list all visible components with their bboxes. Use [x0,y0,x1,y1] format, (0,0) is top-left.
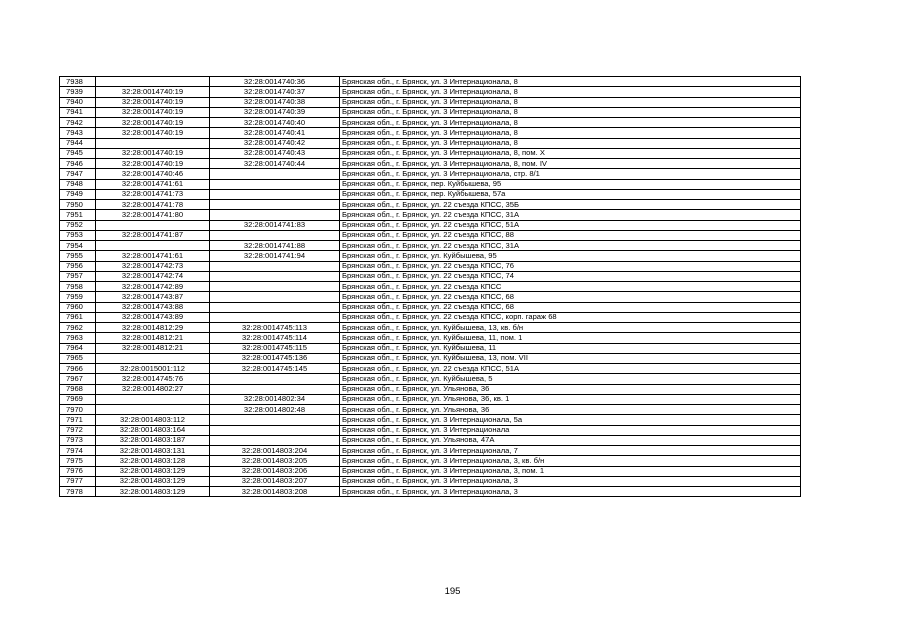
address-cell: Брянская обл., г. Брянск, ул. Ульянова, 36, кв. 1 [340,394,801,404]
address-cell: Брянская обл., г. Брянск, ул. Куйбышева, 95 [340,251,801,261]
row-number-cell: 7958 [60,282,96,292]
address-cell: Брянская обл., г. Брянск, ул. 3 Интернационала, 8, пом. IV [340,159,801,169]
table-row [60,302,801,312]
row-number-cell: 7947 [60,169,96,179]
object-cadastral-number-cell: 32:28:0014740:40 [210,118,340,128]
cadastral-number-cell [96,77,210,87]
cadastral-number-cell: 32:28:0014740:19 [96,159,210,169]
cadastral-number-cell: 32:28:0014745:76 [96,374,210,384]
cadastral-number-cell: 32:28:0014742:89 [96,282,210,292]
row-number-cell: 7960 [60,302,96,312]
row-number-cell: 7951 [60,210,96,220]
cadastral-number-cell: 32:28:0014740:46 [96,169,210,179]
address-cell: Брянская обл., г. Брянск, ул. Куйбышева, 5 [340,374,801,384]
address-cell: Брянская обл., г. Брянск, ул. 22 съезда КПСС, 31А [340,210,801,220]
cadastral-number-cell: 32:28:0014803:129 [96,466,210,476]
row-number-cell: 7952 [60,220,96,230]
table-row [60,323,801,333]
object-cadastral-number-cell: 32:28:0014803:205 [210,456,340,466]
table-row [60,425,801,435]
cadastral-number-cell: 32:28:0014741:80 [96,210,210,220]
address-cell: Брянская обл., г. Брянск, ул. 3 Интернационала, 8, пом. X [340,148,801,158]
row-number-cell: 7959 [60,292,96,302]
row-number-cell: 7940 [60,97,96,107]
address-cell: Брянская обл., г. Брянск, ул. Ульянова, 47А [340,435,801,445]
object-cadastral-number-cell [210,230,340,240]
table-row [60,466,801,476]
row-number-cell: 7975 [60,456,96,466]
table-row [60,282,801,292]
object-cadastral-number-cell [210,282,340,292]
row-number-cell: 7970 [60,405,96,415]
cadastral-number-cell: 32:28:0014803:129 [96,476,210,486]
object-cadastral-number-cell: 32:28:0014741:88 [210,241,340,251]
object-cadastral-number-cell: 32:28:0014740:43 [210,148,340,158]
row-number-cell: 7948 [60,179,96,189]
table-row [60,353,801,363]
address-cell: Брянская обл., г. Брянск, ул. Куйбышева, 13, кв. б/н [340,323,801,333]
object-cadastral-number-cell: 32:28:0014803:206 [210,466,340,476]
table-row [60,77,801,87]
table-row [60,159,801,169]
object-cadastral-number-cell [210,435,340,445]
object-cadastral-number-cell: 32:28:0014741:94 [210,251,340,261]
object-cadastral-number-cell: 32:28:0014740:39 [210,107,340,117]
cadastral-number-cell [96,241,210,251]
row-number-cell: 7950 [60,200,96,210]
cadastral-number-cell [96,353,210,363]
row-number-cell: 7956 [60,261,96,271]
cadastral-number-cell: 32:28:0014740:19 [96,97,210,107]
row-number-cell: 7954 [60,241,96,251]
object-cadastral-number-cell [210,210,340,220]
row-number-cell: 7961 [60,312,96,322]
table-row [60,364,801,374]
table-row [60,200,801,210]
row-number-cell: 7941 [60,107,96,117]
table-row [60,87,801,97]
address-cell: Брянская обл., г. Брянск, ул. 3 Интернационала, 3 [340,476,801,486]
object-cadastral-number-cell: 32:28:0014745:145 [210,364,340,374]
row-number-cell: 7949 [60,189,96,199]
table-row [60,446,801,456]
table-row [60,394,801,404]
registry-table-body [60,77,801,497]
table-row [60,312,801,322]
object-cadastral-number-cell [210,189,340,199]
cadastral-number-cell: 32:28:0014741:61 [96,251,210,261]
table-row [60,343,801,353]
cadastral-number-cell [96,220,210,230]
address-cell: Брянская обл., г. Брянск, ул. 22 съезда КПСС, 74 [340,271,801,281]
address-cell: Брянская обл., г. Брянск, ул. 22 съезда КПСС, 88 [340,230,801,240]
address-cell: Брянская обл., г. Брянск, ул. 3 Интернационала, 8 [340,87,801,97]
object-cadastral-number-cell: 32:28:0014740:36 [210,77,340,87]
object-cadastral-number-cell [210,425,340,435]
address-cell: Брянская обл., г. Брянск, пер. Куйбышева, 95 [340,179,801,189]
object-cadastral-number-cell [210,169,340,179]
cadastral-number-cell: 32:28:0014740:19 [96,87,210,97]
object-cadastral-number-cell: 32:28:0014802:34 [210,394,340,404]
object-cadastral-number-cell [210,271,340,281]
address-cell: Брянская обл., г. Брянск, ул. Куйбышева, 13, пом. VII [340,353,801,363]
cadastral-number-cell: 32:28:0014740:19 [96,118,210,128]
cadastral-number-cell: 32:28:0014740:19 [96,107,210,117]
row-number-cell: 7971 [60,415,96,425]
object-cadastral-number-cell: 32:28:0014745:136 [210,353,340,363]
table-row [60,261,801,271]
row-number-cell: 7955 [60,251,96,261]
cadastral-number-cell: 32:28:0014742:73 [96,261,210,271]
address-cell: Брянская обл., г. Брянск, ул. 22 съезда КПСС, 35Б [340,200,801,210]
row-number-cell: 7969 [60,394,96,404]
object-cadastral-number-cell: 32:28:0014741:83 [210,220,340,230]
object-cadastral-number-cell: 32:28:0014740:42 [210,138,340,148]
object-cadastral-number-cell: 32:28:0014740:37 [210,87,340,97]
object-cadastral-number-cell [210,292,340,302]
object-cadastral-number-cell [210,384,340,394]
cadastral-number-cell: 32:28:0014803:131 [96,446,210,456]
object-cadastral-number-cell [210,312,340,322]
table-row [60,210,801,220]
address-cell: Брянская обл., г. Брянск, ул. 3 Интернационала, 3, кв. б/н [340,456,801,466]
address-cell: Брянская обл., г. Брянск, ул. 3 Интернационала, 8 [340,118,801,128]
object-cadastral-number-cell: 32:28:0014740:44 [210,159,340,169]
page-number: 195 [444,586,461,597]
table-row [60,220,801,230]
registry-table [59,76,801,497]
row-number-cell: 7977 [60,476,96,486]
object-cadastral-number-cell [210,415,340,425]
row-number-cell: 7939 [60,87,96,97]
table-row [60,230,801,240]
object-cadastral-number-cell: 32:28:0014803:207 [210,476,340,486]
address-cell: Брянская обл., г. Брянск, ул. Куйбышева, 11 [340,343,801,353]
object-cadastral-number-cell [210,261,340,271]
cadastral-number-cell: 32:28:0014803:187 [96,435,210,445]
cadastral-number-cell: 32:28:0014803:128 [96,456,210,466]
table-row [60,251,801,261]
object-cadastral-number-cell [210,179,340,189]
table-row [60,384,801,394]
address-cell: Брянская обл., г. Брянск, ул. 3 Интернационала [340,425,801,435]
table-row [60,487,801,497]
row-number-cell: 7944 [60,138,96,148]
cadastral-number-cell: 32:28:0014740:19 [96,128,210,138]
row-number-cell: 7957 [60,271,96,281]
cadastral-number-cell: 32:28:0014742:74 [96,271,210,281]
cadastral-number-cell: 32:28:0014803:129 [96,487,210,497]
object-cadastral-number-cell [210,200,340,210]
row-number-cell: 7962 [60,323,96,333]
cadastral-number-cell: 32:28:0014741:87 [96,230,210,240]
cadastral-number-cell [96,394,210,404]
cadastral-number-cell: 32:28:0014812:29 [96,323,210,333]
address-cell: Брянская обл., г. Брянск, ул. 22 съезда КПСС, 51А [340,220,801,230]
cadastral-number-cell: 32:28:0014812:21 [96,343,210,353]
table-row [60,405,801,415]
cadastral-number-cell: 32:28:0014743:87 [96,292,210,302]
row-number-cell: 7967 [60,374,96,384]
address-cell: Брянская обл., г. Брянск, ул. 3 Интернационала, 8 [340,77,801,87]
cadastral-number-cell: 32:28:0014741:61 [96,179,210,189]
row-number-cell: 7943 [60,128,96,138]
object-cadastral-number-cell [210,374,340,384]
cadastral-number-cell: 32:28:0014803:164 [96,425,210,435]
table-row [60,107,801,117]
row-number-cell: 7976 [60,466,96,476]
object-cadastral-number-cell: 32:28:0014740:41 [210,128,340,138]
row-number-cell: 7963 [60,333,96,343]
row-number-cell: 7968 [60,384,96,394]
address-cell: Брянская обл., г. Брянск, ул. Ульянова, 36 [340,405,801,415]
table-row [60,271,801,281]
address-cell: Брянская обл., г. Брянск, пер. Куйбышева, 57а [340,189,801,199]
row-number-cell: 7974 [60,446,96,456]
object-cadastral-number-cell: 32:28:0014803:204 [210,446,340,456]
object-cadastral-number-cell: 32:28:0014802:48 [210,405,340,415]
address-cell: Брянская обл., г. Брянск, ул. 22 съезда КПСС, 68 [340,302,801,312]
table-row [60,169,801,179]
address-cell: Брянская обл., г. Брянск, ул. 22 съезда КПСС, 51А [340,364,801,374]
row-number-cell: 7978 [60,487,96,497]
cadastral-number-cell: 32:28:0014741:78 [96,200,210,210]
object-cadastral-number-cell: 32:28:0014803:208 [210,487,340,497]
address-cell: Брянская обл., г. Брянск, ул. 22 съезда КПСС, корп. гараж 68 [340,312,801,322]
table-row [60,456,801,466]
row-number-cell: 7942 [60,118,96,128]
cadastral-number-cell: 32:28:0014803:112 [96,415,210,425]
cadastral-number-cell: 32:28:0014741:73 [96,189,210,199]
cadastral-number-cell: 32:28:0015001:112 [96,364,210,374]
object-cadastral-number-cell: 32:28:0014740:38 [210,97,340,107]
cadastral-number-cell: 32:28:0014802:27 [96,384,210,394]
cadastral-number-cell: 32:28:0014740:19 [96,148,210,158]
row-number-cell: 7966 [60,364,96,374]
cadastral-number-cell [96,405,210,415]
cadastral-number-cell: 32:28:0014812:21 [96,333,210,343]
row-number-cell: 7953 [60,230,96,240]
table-row [60,97,801,107]
table-row [60,333,801,343]
row-number-cell: 7973 [60,435,96,445]
object-cadastral-number-cell: 32:28:0014745:113 [210,323,340,333]
row-number-cell: 7946 [60,159,96,169]
object-cadastral-number-cell: 32:28:0014745:114 [210,333,340,343]
table-row [60,292,801,302]
address-cell: Брянская обл., г. Брянск, ул. 3 Интернационала, 3, пом. 1 [340,466,801,476]
table-row [60,148,801,158]
address-cell: Брянская обл., г. Брянск, ул. 3 Интернационала, стр. 8/1 [340,169,801,179]
table-row [60,435,801,445]
address-cell: Брянская обл., г. Брянск, ул. 3 Интернационала, 7 [340,446,801,456]
object-cadastral-number-cell [210,302,340,312]
table-row [60,476,801,486]
cadastral-number-cell [96,138,210,148]
address-cell: Брянская обл., г. Брянск, ул. 22 съезда КПСС, 76 [340,261,801,271]
address-cell: Брянская обл., г. Брянск, ул. 3 Интернационала, 8 [340,107,801,117]
address-cell: Брянская обл., г. Брянск, ул. 22 съезда КПСС, 31А [340,241,801,251]
table-row [60,179,801,189]
row-number-cell: 7972 [60,425,96,435]
table-row [60,241,801,251]
table-row [60,138,801,148]
object-cadastral-number-cell: 32:28:0014745:115 [210,343,340,353]
address-cell: Брянская обл., г. Брянск, ул. Куйбышева, 11, пом. 1 [340,333,801,343]
cadastral-number-cell: 32:28:0014743:89 [96,312,210,322]
row-number-cell: 7945 [60,148,96,158]
address-cell: Брянская обл., г. Брянск, ул. 3 Интернационала, 3 [340,487,801,497]
table-row [60,415,801,425]
address-cell: Брянская обл., г. Брянск, ул. 3 Интернационала, 8 [340,97,801,107]
address-cell: Брянская обл., г. Брянск, ул. 3 Интернационала, 5а [340,415,801,425]
row-number-cell: 7965 [60,353,96,363]
address-cell: Брянская обл., г. Брянск, ул. 22 съезда КПСС, 68 [340,292,801,302]
table-row [60,189,801,199]
address-cell: Брянская обл., г. Брянск, ул. Ульянова, 36 [340,384,801,394]
table-row [60,128,801,138]
row-number-cell: 7964 [60,343,96,353]
address-cell: Брянская обл., г. Брянск, ул. 3 Интернационала, 8 [340,128,801,138]
table-row [60,374,801,384]
address-cell: Брянская обл., г. Брянск, ул. 22 съезда КПСС [340,282,801,292]
table-row [60,118,801,128]
cadastral-number-cell: 32:28:0014743:88 [96,302,210,312]
row-number-cell: 7938 [60,77,96,87]
address-cell: Брянская обл., г. Брянск, ул. 3 Интернационала, 8 [340,138,801,148]
